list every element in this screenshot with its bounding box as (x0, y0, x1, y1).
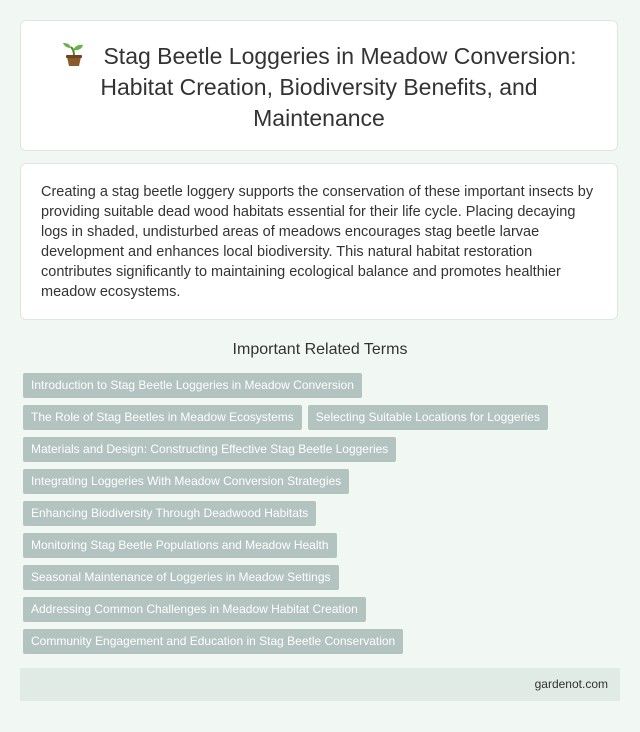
term-tag[interactable]: Monitoring Stag Beetle Populations and Meadow Health (23, 533, 337, 558)
term-tag[interactable]: The Role of Stag Beetles in Meadow Ecosystems (23, 405, 302, 430)
summary-card (20, 163, 618, 320)
term-tag[interactable]: Community Engagement and Education in Stag Beetle Conservation (23, 629, 403, 654)
footer (20, 668, 620, 701)
sprout-icon (61, 41, 87, 67)
summary-text: Creating a stag beetle loggery supports the conservation of these important insects by providing suitable dead wood habitats essential for their life cycle. Placing decaying logs in shaded, undisturbed areas of meadows encourages stag beetle larvae development and enhances local biodiversity. This natural habitat restoration contributes significantly to maintaining ecological balance and promotes healthier meadow ecosystems. (41, 184, 594, 300)
title-card (20, 20, 618, 151)
term-tag[interactable]: Materials and Design: Constructing Effective Stag Beetle Loggeries (23, 437, 396, 462)
page-title-text: Stag Beetle Loggeries in Meadow Conversion: Habitat Creation, Biodiversity Benefits, and Maintenance (100, 43, 577, 131)
term-tag[interactable]: Introduction to Stag Beetle Loggeries in Meadow Conversion (23, 373, 362, 398)
footer-site-link[interactable]: gardenot.com (534, 677, 608, 691)
term-tag[interactable]: Enhancing Biodiversity Through Deadwood Habitats (23, 501, 316, 526)
term-tag[interactable]: Seasonal Maintenance of Loggeries in Meadow Settings (23, 565, 339, 590)
term-tag[interactable]: Integrating Loggeries With Meadow Conversion Strategies (23, 469, 349, 494)
related-terms-heading: Important Related Terms (232, 341, 408, 358)
term-tag[interactable]: Addressing Common Challenges in Meadow Habitat Creation (23, 597, 366, 622)
related-terms-list (23, 373, 619, 661)
page-title (45, 41, 593, 134)
term-tag[interactable]: Selecting Suitable Locations for Loggeries (308, 405, 548, 430)
